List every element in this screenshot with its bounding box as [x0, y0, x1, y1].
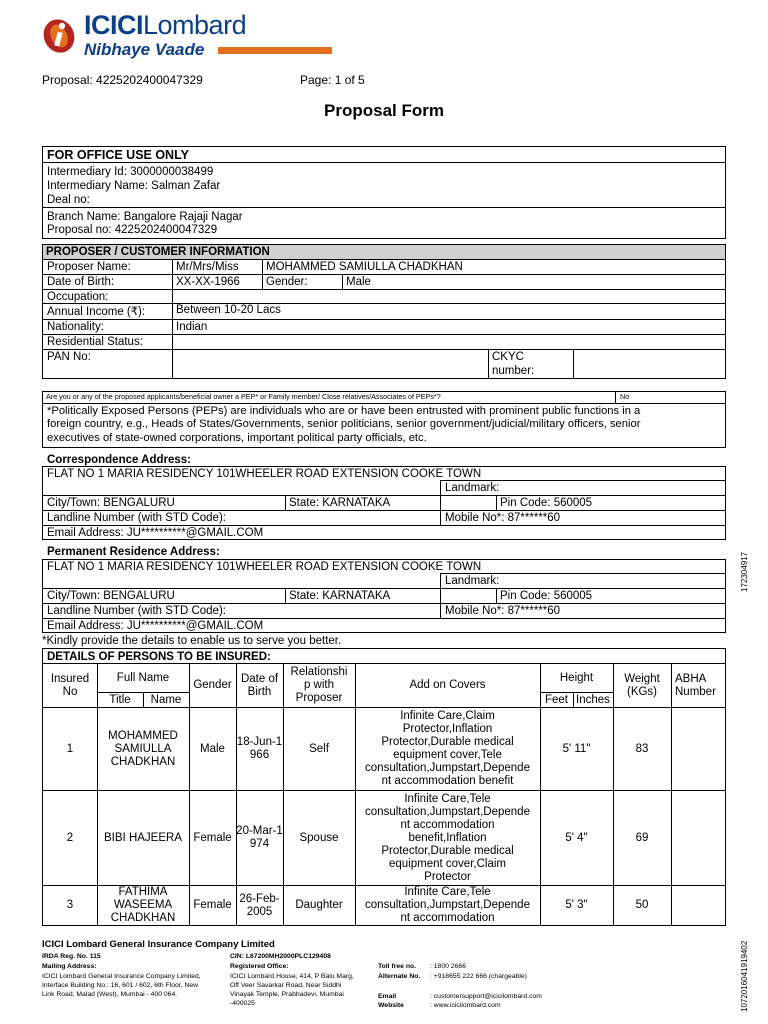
- proposal-number: Proposal: 4225202400047329: [42, 73, 203, 87]
- correspondence-city: City/Town: BENGALURU: [47, 497, 175, 509]
- row1-gender: Male: [200, 742, 225, 755]
- row3-dob: 26-Feb- 2005: [239, 892, 280, 918]
- row3-name: FATHIMA WASEEMA CHADKHAN: [110, 886, 176, 924]
- income-value: Between 10-20 Lacs: [176, 304, 281, 316]
- pan-label: PAN No:: [47, 351, 91, 363]
- side-code-1: 172304917: [740, 551, 749, 592]
- permanent-state: State: KARNATAKA: [289, 590, 391, 602]
- pep-note-2: foreign country, e.g., Heads of States/Governments, senior politicians, senior government/judicial/military officers, senior: [47, 418, 641, 430]
- col-gender: Gender: [193, 679, 232, 691]
- col-inches: Inches: [576, 693, 610, 706]
- permanent-landmark: Landmark:: [445, 575, 500, 587]
- page-title: Proposal Form: [324, 101, 444, 120]
- dob-value: XX-XX-1966: [176, 276, 240, 288]
- col-name: Name: [150, 693, 182, 706]
- footer-website[interactable]: : www.icicilombard.com: [430, 1002, 501, 1009]
- permanent-email: Email Address: JU**********@GMAIL.COM: [47, 620, 264, 632]
- row1-weight: 83: [635, 742, 649, 755]
- row3-covers: Infinite Care,Tele consultation,Jumpstart,Depende nt accommodation: [365, 886, 530, 924]
- permanent-address: FLAT NO 1 MARIA RESIDENCY 101WHEELER ROAD EXTENSION COOKE TOWN: [47, 561, 482, 573]
- row2-weight: 69: [635, 831, 649, 844]
- proposer-name: MOHAMMED SAMIULLA CHADKHAN: [266, 261, 463, 273]
- correspondence-pin: Pin Code: 560005: [500, 497, 593, 509]
- footer-mail-1: ICICI Lombard General Insurance Company Limited,: [42, 973, 201, 980]
- pep-answer: No: [620, 392, 630, 401]
- correspondence-state: State: KARNATAKA: [289, 497, 391, 509]
- col-weight: Weight (KGs): [624, 672, 660, 698]
- footer-reg-label: Registered Office:: [230, 963, 289, 970]
- pep-question: Are you or any of the proposed applicants/beneficial owner a PEP* or Family member/ Close relatives/Associates of PEPs*?: [46, 392, 441, 401]
- footer-mail-2: Interface Building No.: 16, 601 / 602, 6th Floor, New: [42, 982, 199, 989]
- correspondence-heading: Correspondence Address:: [47, 454, 191, 466]
- income-label: Annual Income (₹):: [47, 306, 146, 318]
- dob-label: Date of Birth:: [47, 276, 115, 288]
- deal-no: Deal no:: [47, 194, 90, 206]
- col-title: Title: [109, 693, 131, 706]
- col-add-on-covers: Add on Covers: [409, 679, 486, 691]
- nationality-label: Nationality:: [47, 321, 104, 333]
- permanent-heading: Permanent Residence Address:: [47, 546, 220, 558]
- footer-company: ICICI Lombard General Insurance Company Limited: [42, 939, 275, 950]
- intermediary-id: Intermediary Id: 3000000038499: [47, 166, 214, 178]
- proposer-name-label: Proposer Name:: [47, 261, 131, 273]
- footer-tollfree: : 1800 2666: [430, 963, 466, 970]
- footer-cin: CIN: L67200MH2000PLC129408: [230, 953, 331, 960]
- row3-height: 5' 3": [565, 899, 588, 911]
- footer-reg-1: ICICI Lombard House, 414, P Balu Marg,: [230, 973, 354, 980]
- footer-reg-4: -400025: [230, 1000, 255, 1007]
- side-code-2: 1072016041919402: [740, 940, 749, 1012]
- permanent-mobile: Mobile No*: 87******60: [445, 605, 561, 617]
- page-number: Page: 1 of 5: [300, 73, 365, 87]
- branch-name: Branch Name: Bangalore Rajaji Nagar: [47, 211, 243, 223]
- office-proposal-no: Proposal no: 4225202400047329: [47, 224, 218, 236]
- footer-tollfree-label: Toll free no.: [378, 963, 417, 970]
- office-heading: FOR OFFICE USE ONLY: [47, 148, 189, 162]
- col-full-name: Full Name: [116, 671, 170, 684]
- footer-email[interactable]: : customersupport@icicilombard.com: [430, 993, 542, 1000]
- footer-website-label: Website: [378, 1002, 404, 1009]
- row1-no: 1: [66, 742, 74, 755]
- residential-status-label: Residential Status:: [47, 336, 143, 348]
- row2-gender: Female: [193, 831, 232, 844]
- col-abha: ABHA Number: [675, 672, 716, 698]
- kindly-note: *Kindly provide the details to enable us to serve you better.: [42, 635, 342, 647]
- col-height: Height: [559, 671, 594, 684]
- row3-gender: Female: [193, 899, 232, 911]
- row3-weight: 50: [635, 899, 649, 911]
- intermediary-name: Intermediary Name: Salman Zafar: [47, 180, 221, 192]
- gender-label: Gender:: [266, 276, 308, 288]
- pep-note-1: *Politically Exposed Persons (PEPs) are individuals who are or have been entrusted with prominent public functions in a: [47, 405, 641, 417]
- icici-logo-icon: [42, 16, 76, 54]
- gender-value: Male: [346, 276, 371, 288]
- footer-mail-3: Link Road, Malad (West), Mumbai - 400 064.: [42, 991, 178, 998]
- row1-height: 5' 11": [562, 742, 591, 755]
- row2-name: BIBI HAJEERA: [104, 831, 182, 844]
- correspondence-landline: Landline Number (with STD Code):: [47, 512, 226, 524]
- permanent-pin: Pin Code: 560005: [500, 590, 593, 602]
- row2-dob: 20-Mar-1 974: [236, 825, 283, 850]
- footer-irda: IRDA Reg. No. 115: [42, 953, 101, 960]
- correspondence-email: Email Address: JU**********@GMAIL.COM: [47, 527, 264, 539]
- footer-alternate: : +918655 222 666 (chargeable): [430, 973, 527, 980]
- nationality-value: Indian: [176, 321, 208, 333]
- permanent-landline: Landline Number (with STD Code):: [47, 605, 226, 617]
- occupation-label: Occupation:: [47, 291, 109, 303]
- insured-table: [42, 648, 726, 926]
- correspondence-mobile: Mobile No*: 87******60: [445, 512, 561, 524]
- salutation: Mr/Mrs/Miss: [176, 261, 239, 273]
- footer-email-label: Email: [378, 993, 397, 1000]
- col-relationship: Relationshi p with Proposer: [290, 666, 348, 704]
- tagline-bar: [218, 47, 332, 54]
- row1-relationship: Self: [309, 742, 329, 755]
- row2-relationship: Spouse: [299, 831, 339, 844]
- row1-dob: 18-Jun-1 966: [236, 736, 283, 761]
- row2-covers: Infinite Care,Tele consultation,Jumpstart,Depende nt accommodation benefit,Inflation Protector,Durable medical equipment cover,Claim Protector: [365, 792, 530, 883]
- row3-no: 3: [66, 899, 74, 911]
- footer-reg-3: Vinayak Temple, Prabhadevi, Mumbai: [230, 991, 344, 998]
- ckyc-label-1: CKYC: [492, 351, 524, 363]
- permanent-city: City/Town: BENGALURU: [47, 590, 175, 602]
- col-insured-no: Insured No: [50, 672, 90, 698]
- correspondence-landmark: Landmark:: [445, 482, 500, 494]
- row2-height: 5' 4": [565, 831, 588, 844]
- row1-name: MOHAMMED SAMIULLA CHADKHAN: [108, 729, 178, 768]
- row1-covers: Infinite Care,Claim Protector,Inflation Protector,Durable medical equipment cover,Tele consultation,Jumpstart,Depende nt accommodation benefit: [365, 710, 530, 787]
- footer-mailing-label: Mailing Address:: [42, 963, 97, 970]
- proposer-heading: PROPOSER / CUSTOMER INFORMATION: [43, 245, 725, 259]
- row2-no: 2: [66, 831, 74, 844]
- footer-alternate-label: Alternate No.: [378, 973, 421, 980]
- brand-tagline: Nibhaye Vaade: [84, 40, 205, 59]
- ckyc-label-2: number:: [492, 365, 535, 377]
- correspondence-address: FLAT NO 1 MARIA RESIDENCY 101WHEELER ROAD EXTENSION COOKE TOWN: [47, 468, 482, 480]
- row3-relationship: Daughter: [295, 899, 343, 911]
- insured-heading: DETAILS OF PERSONS TO BE INSURED:: [47, 651, 271, 663]
- col-feet: Feet: [544, 693, 568, 706]
- pep-note-3: executives of state-owned corporations, important political party officials, etc.: [47, 432, 427, 444]
- footer-reg-2: Off Veer Savarkar Road, Near Siddhi: [230, 982, 342, 989]
- col-dob: Date of Birth: [240, 672, 279, 698]
- brand-name: ICICILombard: [84, 10, 247, 40]
